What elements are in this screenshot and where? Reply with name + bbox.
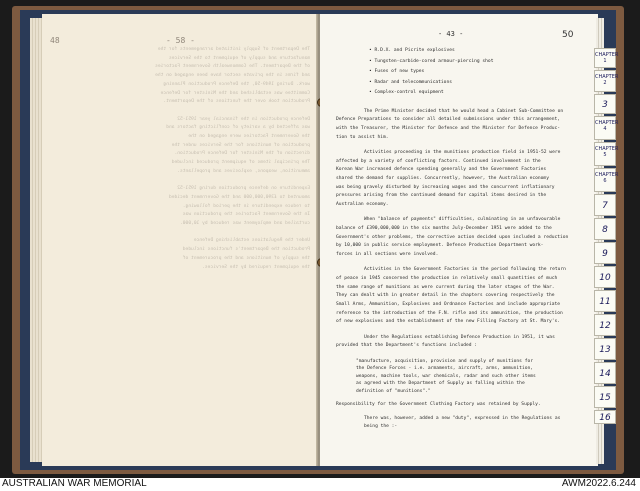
paragraph-line: Activities proceeding in the munitions production field in 1951-52 were xyxy=(364,149,561,155)
bleed-line: Production the Department's functions included xyxy=(182,247,310,253)
chapter-tab-label: 13 xyxy=(599,345,611,355)
chapter-tab-label: 14 xyxy=(599,369,611,379)
chapter-tab[interactable] xyxy=(594,266,616,288)
paragraph-line: Government's other problems, the corrective action decided upon included a reduction xyxy=(336,234,569,240)
chapter-tab-label: 15 xyxy=(599,393,611,403)
chapter-tab-label: CHAPTER 1 xyxy=(595,52,619,64)
chapter-tab-label: 16 xyxy=(599,413,611,423)
paragraph-line: by 10,000 in public service employment. Defence Production Department work- xyxy=(336,243,544,249)
chapter-tab-label: 9 xyxy=(602,249,608,259)
left-page-bleed-text xyxy=(52,24,310,272)
bullet-item: • Tungsten-carbide-cored armour-piercing shot xyxy=(369,58,494,64)
quote-line: weapons, machine tools, war chemicals, radar and such other items xyxy=(356,373,536,379)
bleed-line: manufacture and supply of equipment to the Services xyxy=(168,55,310,61)
bleed-line: direction of the Minister for Defence Production. xyxy=(174,151,310,157)
paragraph-line: forces in all sections were involved. xyxy=(336,252,439,257)
bleed-line: amounted to £390,000,000 and the Government decided xyxy=(168,194,310,200)
chapter-tab-label: CHAPTER 2 xyxy=(595,74,619,86)
paragraph-line: The Prime Minister decided that he would head a Cabinet Sub-Committee on xyxy=(364,108,564,114)
paragraph-line: reference to the introduction of the F.N. rifle and its ammunition, the production xyxy=(336,310,563,316)
bullet-item: • R.D.X. and Picrite explosives xyxy=(369,48,455,53)
chapter-tab[interactable] xyxy=(594,48,619,68)
bleed-line: In the Government Factories the production was xyxy=(182,212,310,218)
quote-line: as agreed with the Department of Supply as falling within the xyxy=(356,381,525,387)
paragraph-line: tion to assist him. xyxy=(336,134,389,140)
paragraph-line: When "balance of payments" difficulties, culminating in an unfavourable xyxy=(364,217,561,223)
paragraph-line: balance of £390,000,000 in the six months July-December 1951 were added to the xyxy=(336,225,552,231)
handwritten-folio-number: 50 xyxy=(562,30,574,40)
bleed-line: the Government Factories were engaged on the xyxy=(188,134,310,140)
bleed-line: work. During 1949-50, the Defence Production Planning xyxy=(163,81,310,87)
paragraph-line: Small Arms, Ammunition, Explosives and Ordnance Factories and include appropriate xyxy=(336,302,561,307)
bleed-line xyxy=(52,229,310,238)
chapter-tab-label: CHAPTER 5 xyxy=(595,146,619,158)
chapter-tab[interactable] xyxy=(594,314,616,336)
chapter-tab[interactable] xyxy=(594,70,619,92)
bleed-line xyxy=(52,177,310,186)
bleed-line: Production took over the functions of the Department. xyxy=(163,99,310,105)
paragraph-line: Korean War increased defence spending generally and the Government Factories xyxy=(336,167,547,173)
bleed-line: ammunition, weapons, explosives and propellants. xyxy=(177,168,310,174)
chapter-tab-label: 8 xyxy=(602,225,608,235)
caption-accession-number: AWM2022.6.244 xyxy=(561,478,636,489)
chapter-tab[interactable] xyxy=(594,386,616,408)
left-page-header: - 58 - xyxy=(166,36,195,45)
paragraph-line: There was, however, added a new "duty", expressed in the Regulations as xyxy=(364,415,561,421)
bleed-line: the supply of munitions and the procurement of xyxy=(182,255,310,261)
paragraph-line: the same range of munitions as were current during the later stages of the War. xyxy=(336,284,555,290)
paragraph-line: provided that the Department's functions included : xyxy=(336,343,478,349)
bleed-line xyxy=(52,107,310,116)
chapter-tab-label: 11 xyxy=(599,297,611,307)
bleed-line: Expenditure on defence production during 1951-52 xyxy=(177,186,310,192)
chapter-tab[interactable] xyxy=(594,410,616,424)
paragraph-line: with the Treasurer, the Minister for Defence and the Minister for Defence Produc- xyxy=(336,125,561,131)
chapter-tab-label: 7 xyxy=(602,201,608,211)
bleed-line: Committee was established and the Minister for Defence xyxy=(160,90,310,96)
paragraph-line: shared the demand for supplies. Concurrently, however, the Australian economy xyxy=(336,175,549,181)
chapter-tab[interactable] xyxy=(594,94,616,114)
bleed-line: Defence production in the financial year 1951-52 xyxy=(177,116,310,122)
paragraph-line: was being gravely disturbed by increasing wages and the concurrent inflationary xyxy=(336,184,555,190)
bleed-line: the equipment required by the Services. xyxy=(202,264,310,270)
chapter-tab[interactable] xyxy=(594,116,619,140)
chapter-tab-label: 3 xyxy=(602,100,608,110)
paragraph-line: affected by a variety of conflicting factors. Continued involvement in the xyxy=(336,158,541,164)
paragraph-line: Defence Preparations to consider all detailed submissions under this arrangement, xyxy=(336,117,561,123)
chapter-tab-label: CHAPTER 4 xyxy=(595,120,619,132)
chapter-tab[interactable] xyxy=(594,290,616,312)
paragraph-line: of new explosives and the establishment of the new Filling Factory at St. Mary's. xyxy=(336,319,561,325)
paragraph-line: Australian economy. xyxy=(336,202,389,207)
quote-line: definition of "munitions"." xyxy=(356,388,431,394)
bleed-line: Under the Regulations establishing Defence xyxy=(193,238,310,244)
paragraph-line: pressures arising from the continued demand for capital items desired in the xyxy=(336,193,547,199)
left-page xyxy=(42,14,318,466)
bleed-line: curtailed and employment was reduced by 10,000. xyxy=(180,221,310,227)
paragraph-line: being the :- xyxy=(364,424,398,430)
chapter-tab[interactable] xyxy=(594,168,619,192)
chapter-tab[interactable] xyxy=(594,338,616,360)
chapter-tab-label: CHAPTER 6 xyxy=(595,172,619,184)
chapter-tab[interactable] xyxy=(594,242,616,264)
chapter-tab[interactable] xyxy=(594,362,616,384)
chapter-tab-label: 10 xyxy=(599,273,611,283)
bleed-line: was affected by a variety of conflicting factors and xyxy=(166,125,310,131)
paragraph-line: Responsibility for the Government Clothing Factory was retained by Supply. xyxy=(336,401,541,407)
paragraph-line: Under the Regulations establishing Defence Production in 1951, it was xyxy=(364,334,555,340)
chapter-tab[interactable] xyxy=(594,218,616,240)
paragraph-line: Activities in the Government Factories in the period following the return xyxy=(364,267,566,273)
quote-line: the Defence Forces - i.e. armaments, aircraft, arms, ammunition, xyxy=(356,366,534,372)
bleed-line: The Department of Supply initiated arrangements for the xyxy=(157,47,310,52)
bullet-item: • Fuses of new types xyxy=(369,69,425,74)
chapter-tab[interactable] xyxy=(594,142,619,166)
bullet-item: • Complex-control equipment xyxy=(369,90,444,95)
chapter-tab[interactable] xyxy=(594,194,616,216)
bleed-line: The principal items of equipment produced included xyxy=(171,160,310,166)
bleed-line: of the Department. The Commonwealth Government Factories xyxy=(155,64,310,70)
chapter-tab-label: 12 xyxy=(599,321,611,331)
left-page-number: 48 xyxy=(50,36,60,45)
bleed-line: to reduce expenditure in the period following. xyxy=(182,203,310,209)
bleed-line: production of munitions for the Services under the xyxy=(171,142,310,148)
caption-institution: AUSTRALIAN WAR MEMORIAL xyxy=(2,478,147,489)
paragraph-line: They can dealt with in greater detail in the chapters covering respectively the xyxy=(336,293,555,299)
bleed-line: and firms in the private sector have been engaged on the xyxy=(155,73,310,79)
page-number: - 43 - xyxy=(438,30,464,38)
bullet-item: • Radar and telecommunications xyxy=(369,79,452,85)
paragraph-line: of peace in 1945 concerned the production in relatively small quantities of much xyxy=(336,275,558,281)
quote-line: "manufacture, acquisition, provision and supply of munitions for xyxy=(356,358,534,364)
